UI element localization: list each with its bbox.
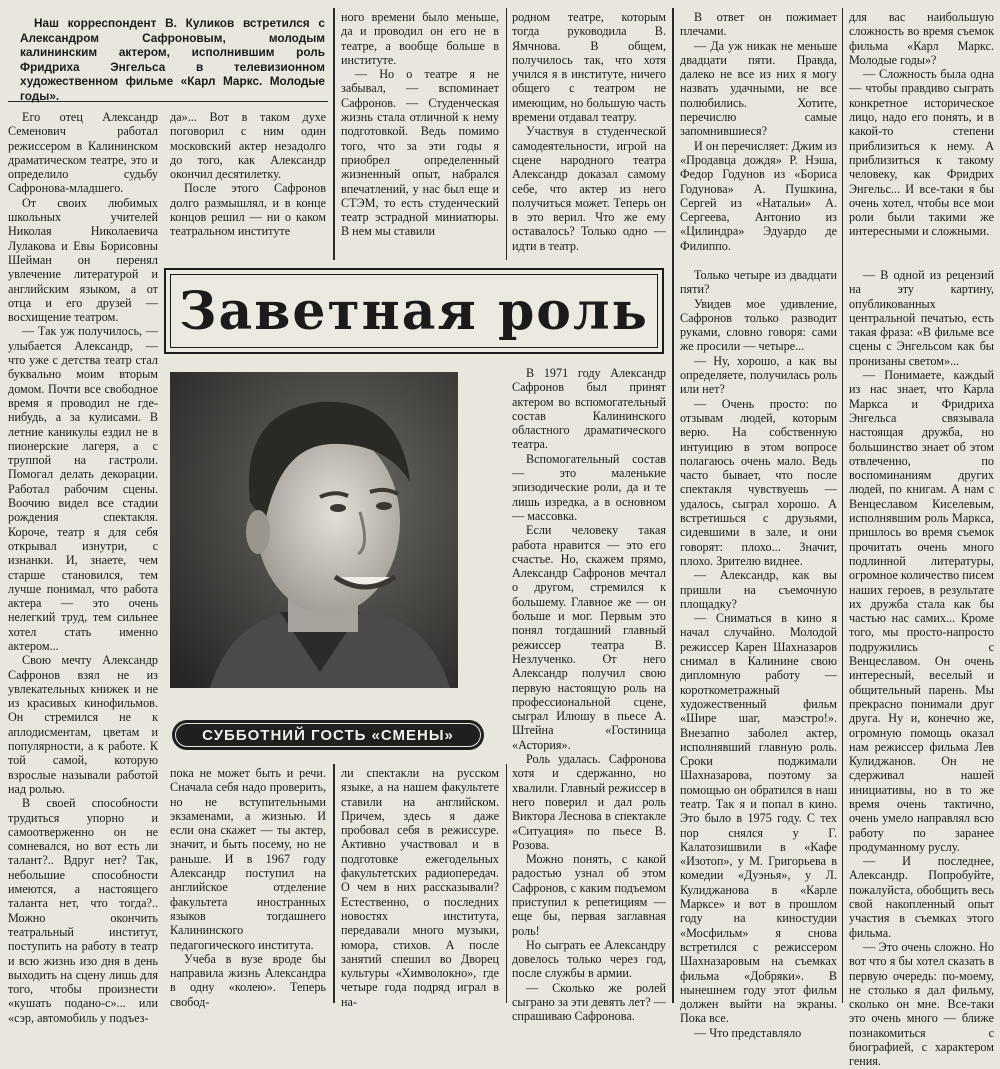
paragraph: После этого Сафронов долго размышлял, и в конце концов решил — ни о каком театральном институте: [170, 181, 326, 239]
paragraph: Вспомогательный состав — это маленькие эпизодические роли, да и те лишь изредка, а в основном — массовка.: [512, 451, 666, 523]
paragraph: — Сниматься в кино я начал случайно. Молодой режиссер Карен Шахназаров снимал в Калинине свою дипломную работу — короткометражный художественный фильм «Шире шаг, маэстро!». Внезапно заболел актер, исполнявший главную роль. Сроки поджимали Шахназарова, поэтому за помощью он обратился в наш театр. Так я и попал в кино. Это было в 1975 году. С тех пор снялся у Г. Калатозишвили в «Кафе «Изотоп», у М. Григорьева в комедии «Дуэнья», у Л. Кулиджанова в «Карле Марксе» и вот в прошлом году на киностудии «Мосфильм» я снова встретился с режиссером Шахназаровым на съемках фильма «Добряки». В нынешнем году этот фильм должен выйти на экраны. Пока все.: [680, 611, 837, 1026]
column-4-bottom: [512, 366, 666, 1024]
paragraph: Если человеку такая работа нравится — это его счастье. Но, скажем прямо, Александр Сафронов мечтал о другом, стремился к большему. Главное же — он больше и мог. Первым это понял тогдашний главный режиссер театра В. Незлученко. От него Александр получил свою первую настоящую роль на профессиональной сцене, сыграл Илюшу в пьесе А. Штейна «Гостиница «Астория».: [512, 523, 666, 752]
rubric-label: СУББОТНИЙ ГОСТЬ «СМЕНЫ»: [202, 726, 454, 744]
headline: Заветная роль: [179, 280, 649, 342]
paragraph: да»... Вот в таком духе поговорил с ним один московский актер незадолго до того, как Александр окончил десятилетку.: [170, 110, 326, 182]
column-3-bottom: [341, 766, 499, 1009]
paragraph: ного времени было меньше, да и проводил он его не в театре, а вообще больше в институте.: [341, 10, 499, 67]
column-2-top: [170, 110, 326, 262]
column-3-top: [341, 10, 499, 262]
paragraph: Но сыграть ее Александру довелось только через год, после службы в армии.: [512, 937, 666, 981]
paragraph: — В одной из рецензий на эту картину, опубликованных центральной печатью, есть такая фраза: «В фильме все сцены с Энгельсом как бы пронизаны светом»...: [849, 268, 994, 368]
paragraph: — Но о театре я не забывал, — вспоминает Сафронов. — Студенческая жизнь стала отличной к нему подготовкой. Ведь помимо того, что за эти годы я приобрел определенный жизненный опыт, набрался впечатлений, у нас был еще и СТЭМ, то есть студенческий театр эстрадной миниатюры. В нем мы ставили: [341, 67, 499, 239]
column-6-bottom: [849, 268, 994, 1069]
article-lead: [20, 16, 325, 101]
paragraph: ли спектакли на русском языке, а на нашем факультете ставили на английском. Причем, здесь я даже пробовал себя в режиссуре. Активно участвовал и в подготовке ежегодельных факультетских радиопередач. О чем в них рассказывали? Естественно, о последних новостях института, передавали много музыки, юмора, стихов. А после занятий спешил во Дворец культуры «Химволокно», где четыре года подряд играл в на-: [341, 766, 499, 1009]
paragraph: — Сколько же ролей сыграно за эти девять лет? — спрашиваю Сафронова.: [512, 980, 666, 1024]
column-5-bottom: [680, 268, 837, 1040]
column-4-top: [512, 10, 666, 262]
column-6-top: [849, 10, 994, 262]
column-rule: [842, 8, 843, 1003]
paragraph: для вас наибольшую сложность во время съемок фильма «Карл Маркс. Молодые годы»?: [849, 10, 994, 67]
paragraph: пока не может быть и речи. Сначала себя надо проверить, но не вступительными экзаменами, а жизнью. И если она скажет — ты актер, значит, и быть посему, но не раньше. И в 1967 году Александр поступил на английское отделение факультета иностранных языков тогдашнего Калининского педагогического института.: [170, 766, 326, 952]
rubric-badge: [172, 720, 484, 750]
paragraph: И он перечисляет: Джим из «Продавца дождя» Р. Нэша, Федор Годунов из «Бориса Годунова» А. Пушкина, Сергей из «Натальи» А. Сергеева, Антонио из «Цилиндра» Эдуардо де Филиппо.: [680, 138, 837, 253]
paragraph: — Так уж получилось, — улыбается Александр, — что уже с детства театр стал буквально моим вторым домом. Почти все свободное время я проводил не где-нибудь, а за кулисами. В летние каникулы ездил не в пионерские лагеря, а с труппой на гастроли. Помогал делать декорации. Работал рабочим сцены. Воочию видел все стадии рождения спектакля. Короче, театр я для себя открывал изнутри, с изнанки. И, знаете, чем старше становился, тем лучше понимал, что работа актера — это очень нелегкий труд, тем сильнее хотел стать именно актером...: [8, 324, 158, 653]
column-rule: [506, 764, 507, 1003]
paragraph: В своей способности трудиться упорно и самоотверженно он не сомневался, но вот есть ли талант?.. Вдруг нет? Так, небольшие способности имеются, а настоящего таланта нет, что тогда?.. Можно окончить театральный институт, поступить на работу в театр и всю жизнь изо дня в день выходить на сцену лишь для того, чтобы произнести «кушать подано-с»... или «сэр, автомобиль у подъез-: [8, 796, 158, 1025]
paragraph: — Очень просто: по отзывам людей, которым верю. На собственную интуицию в этом вопросе полагаюсь очень мало. Ведь часто бывает, что после спектакля чувствуешь — удалось, сыграл хорошо. А встретишься с друзьями, сидевшими в зале, и они говорят: плохо... Значит, плохо. Зрителю виднее.: [680, 396, 837, 568]
paragraph: От своих любимых школьных учителей Николая Николаевича Лулакова и Евы Борисовны Шейман он перенял увлечение литературой и английским языком, а от отца и его друзей — восхищение театром.: [8, 195, 158, 325]
paragraph: Только четыре из двадцати пяти?: [680, 268, 837, 297]
paragraph: В 1971 году Александр Сафронов был принят актером во вспомогательный состав Калининского областного драматического театра.: [512, 366, 666, 452]
column-rule: [333, 8, 335, 260]
paragraph: Участвуя в студенческой самодеятельности, игрой на сцене народного театра Александр доказал самому себе, что актер из него получиться может. Теперь он в это верил. Что же ему оставалось? Только одно — идти в театр.: [512, 124, 666, 253]
paragraph: — Александр, как вы пришли на съемочную площадку?: [680, 568, 837, 611]
paragraph: Его отец Александр Семенович работал режиссером в Калининском драматическом театре, это и определило судьбу Сафронова-младшего.: [8, 110, 158, 196]
paragraph: Увидев мое удивление, Сафронов только разводит руками, словно говоря: сами же просили — четыре...: [680, 296, 837, 354]
column-1: [8, 110, 158, 1025]
column-rule: [672, 8, 674, 1003]
portrait-image: [170, 372, 458, 688]
paragraph: Свою мечту Александр Сафронов взял не из увлекательных книжек и не из красивых кинофильмов. Он стремился не к аплодисментам, цветам и популярности, а к работе. К той самой, которую взрослые называли работой над ролью.: [8, 653, 158, 796]
portrait-photo: [170, 372, 458, 688]
paragraph: — И последнее, Александр. Попробуйте, пожалуйста, обобщить весь свой накопленный опыт участия в съемках этого фильма.: [849, 854, 994, 940]
headline-box: [164, 268, 664, 354]
paragraph: — Это очень сложно. Но вот что я бы хотел сказать в первую очередь: по-моему, не столько я дал фильму, сколько он мне. Все-таки это очень много — ближе познакомиться с биографией, с характером гения.: [849, 939, 994, 1069]
paragraph: — Понимаете, каждый из нас знает, что Карла Маркса и Фридриха Энгельса связывала настоящая дружба, но большинство знает об этом отвлеченно, по воспоминаниям других людей, по книгам. А нам с Венцеславом Киселевым, исполнявшим роль Маркса, пришлось во время съемок прочитать очень много подлинной литературы, огромное количество писем наших героев, в результате их дружба стала как бы частью нас самих... Кроме того, мы просто-напросто подружились с Венцеславом. Он очень интересный, веселый и общительный парень. Мы прекрасно понимали друг друга. Ну и, конечно же, огромную помощь оказал нам режиссер фильма Лев Кулиджанов. Он не сдерживал нашей инициативы, но в то же время очень тактично, очень умело направлял всю работу по заранее продуманному руслу.: [849, 368, 994, 854]
column-2-bottom: [170, 766, 326, 1009]
paragraph: Роль удалась. Сафронова хотя и сдержанно, но хвалили. Главный режиссер в него поверил и дал роль Виктора Леснова в спектакле «Ситуация» по пьесе В. Розова.: [512, 752, 666, 852]
paragraph: — Что представляло: [694, 1025, 802, 1040]
lead-paragraph: Наш корреспондент В. Куликов встретился с Александром Сафроновым, молодым калининским актером, исполнившим роль Фридриха Энгельса в телевизионном художественном фильме «Карл Маркс. Молодые годы».: [20, 16, 325, 103]
paragraph: — Да уж никак не меньше двадцати пяти. Правда, далеко не все из них я могу назвать удачными, не все полюбились. Хотите, перечислю самые запомнившиеся?: [680, 38, 837, 139]
paragraph: — Сложность была одна — чтобы правдиво сыграть конкретное историческое лицо, надо его понять, и в какой-то степени приблизиться к нему. А приблизиться к такому человеку, как Фридрих Энгельс... И все-таки я бы очень хотел, чтобы все мои роли были такими же интересными и сложными.: [849, 67, 994, 239]
paragraph: — Ну, хорошо, а как вы определяете, получилась роль или нет?: [680, 353, 837, 397]
paragraph: Можно понять, с какой радостью узнал об этом Сафронов, с каким подъемом приступил к репетициям — еще бы, первая заглавная роль!: [512, 852, 666, 938]
column-rule: [506, 8, 507, 260]
paragraph: В ответ он пожимает плечами.: [680, 10, 837, 39]
column-rule: [333, 764, 335, 1003]
paragraph: родном театре, которым тогда руководила В. Ямчнова. В общем, получилось так, что хотя учился я в институте, ничего общего с театром не имеющим, но большую часть времени отдавал театру.: [512, 10, 666, 125]
column-5-top: [680, 10, 837, 262]
paragraph: Учеба в вузе вроде бы направила жизнь Александра в одну «колею». Теперь свобод-: [170, 951, 326, 1009]
